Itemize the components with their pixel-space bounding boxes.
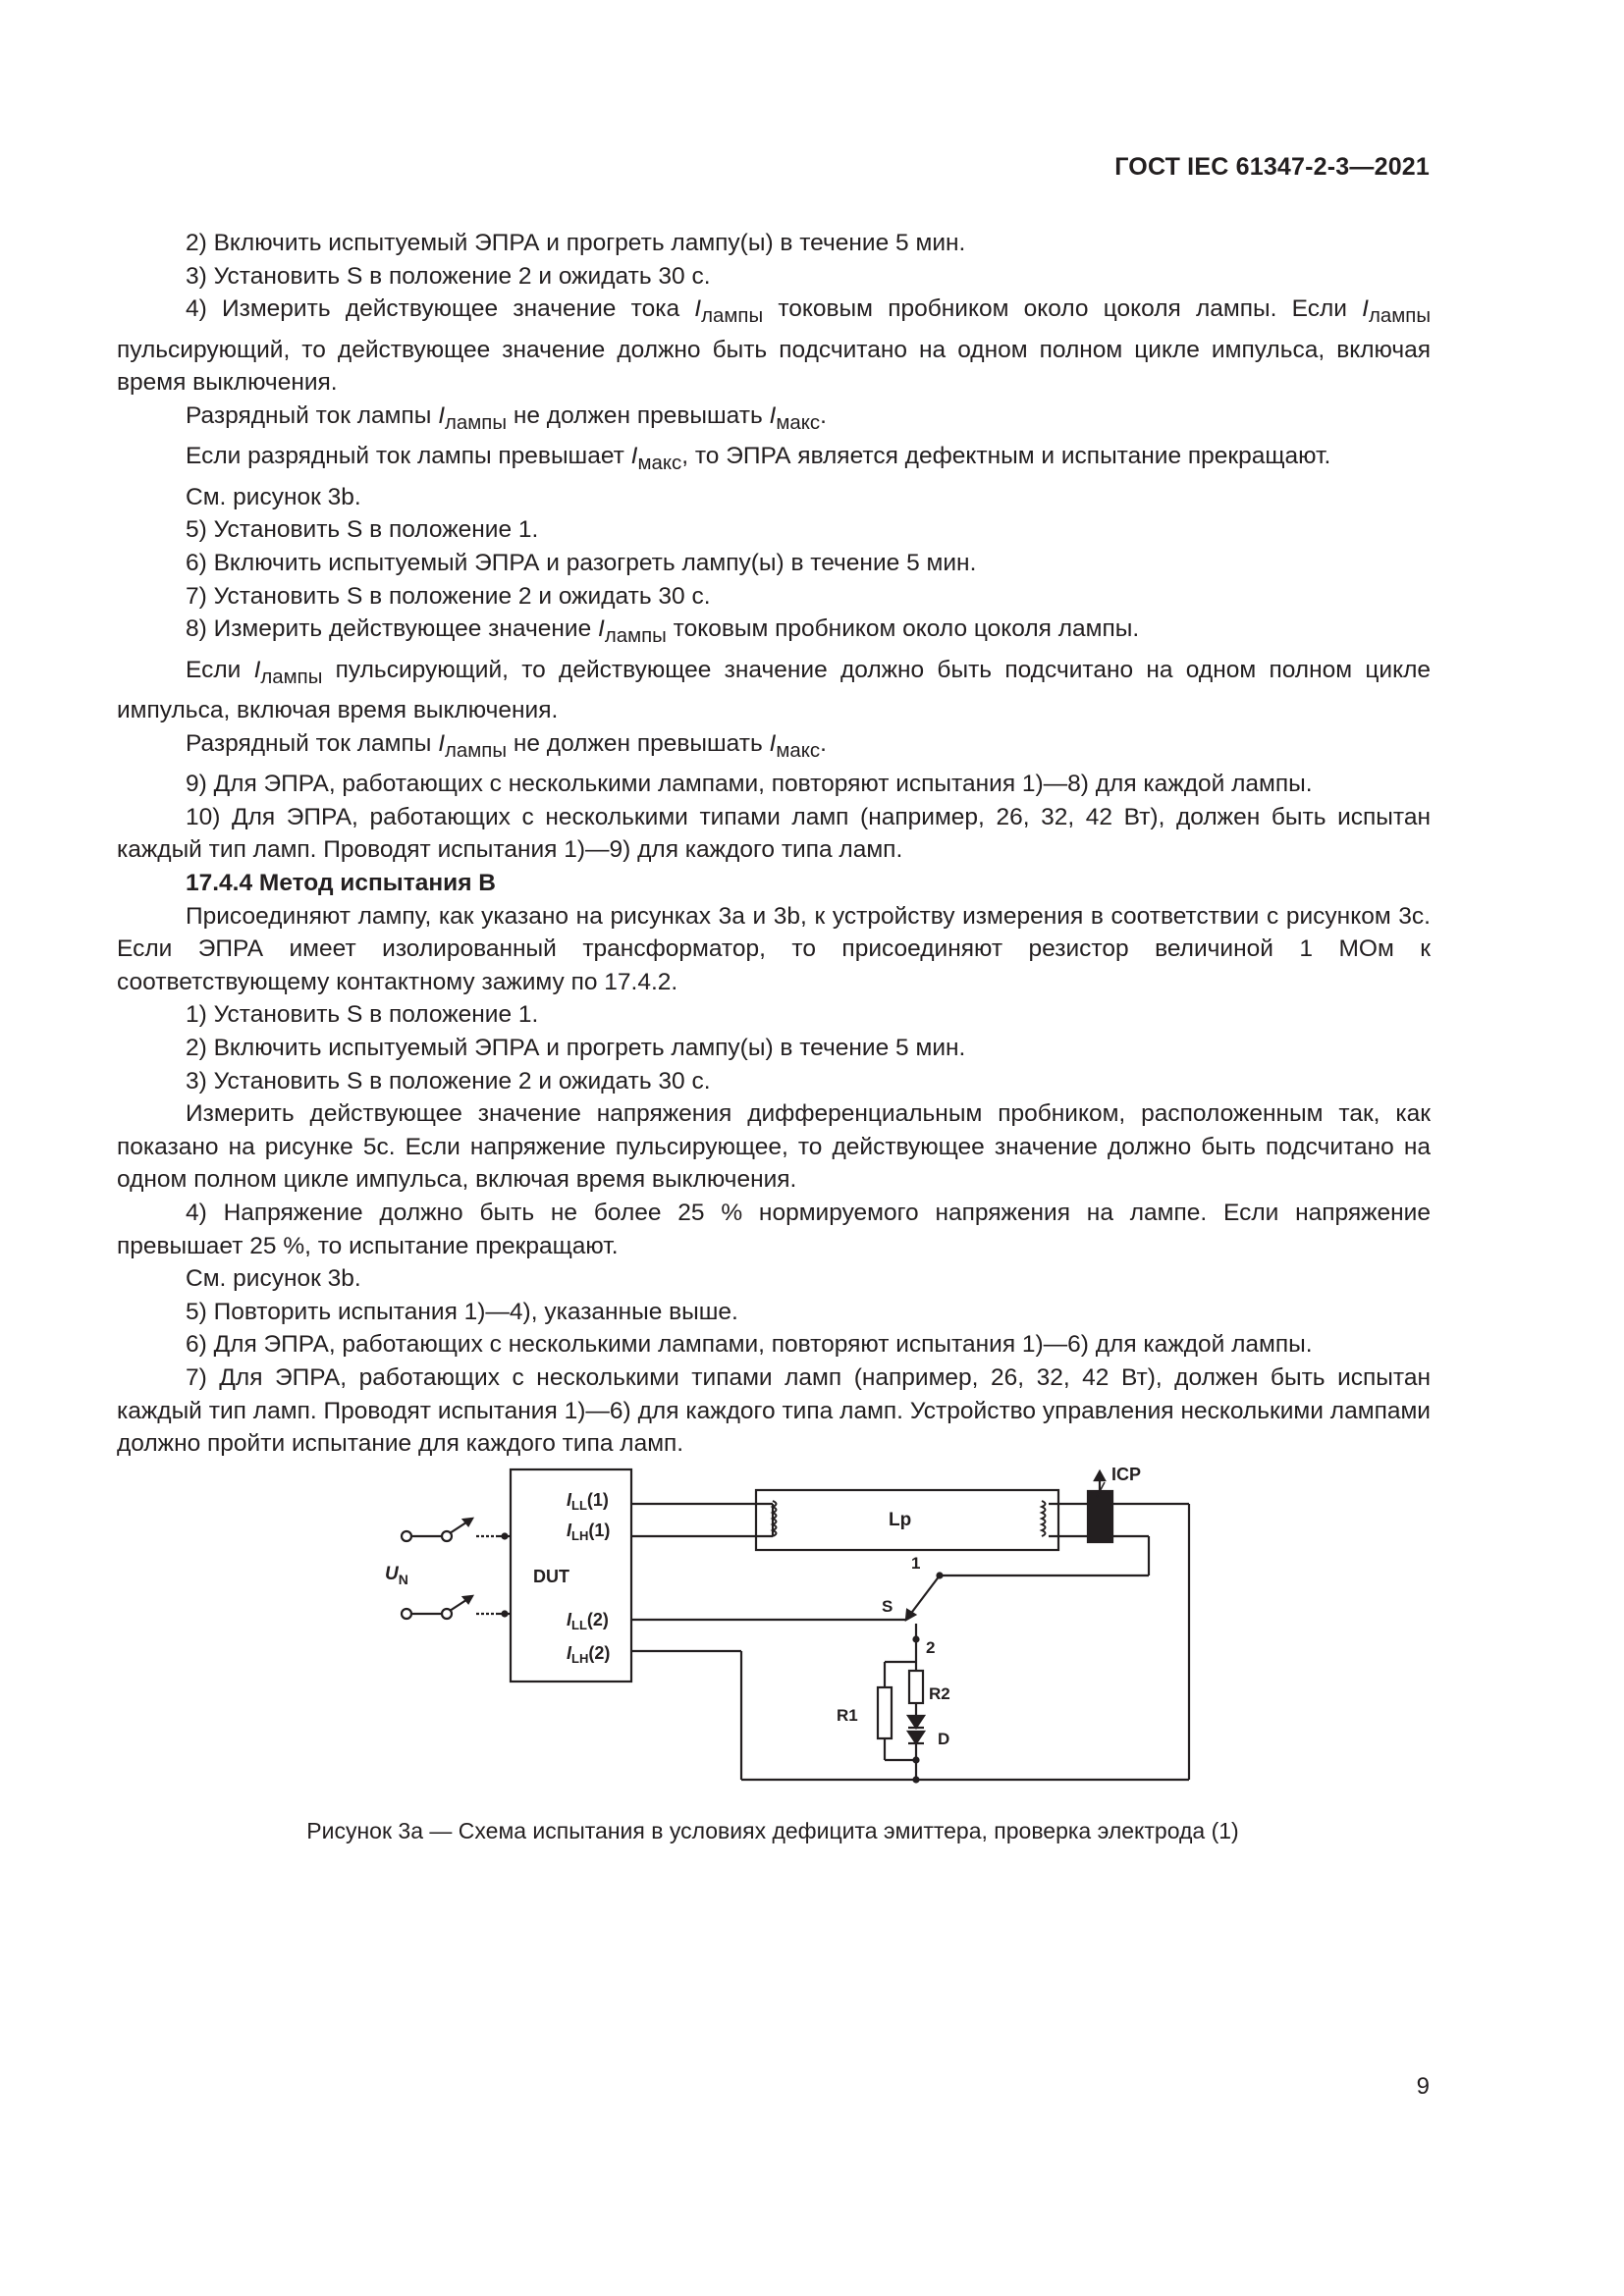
ill1-label: $I_{LL}(1)$ (567, 1490, 609, 1513)
filament-right (1042, 1501, 1046, 1536)
ilh2-label: $I_{LH}(2)$ (567, 1643, 611, 1666)
icp-probe (1088, 1491, 1112, 1542)
paragraph: 9) Для ЭПРА, работающих с несколькими лампами, повторяют испытания 1)—8) для каждой лампы. (186, 771, 1313, 798)
d-label: D (938, 1730, 950, 1748)
paragraph: 3) Установить S в положение 2 и ожидать 30 с. (186, 1067, 711, 1095)
ill2-label: $I_{LL}(2)$ (567, 1610, 609, 1632)
paragraph: 8) Измерить действующее значение $I_{лампы}$ токовым пробником около цоколя лампы. (186, 615, 1140, 648)
icp-label: ICP (1111, 1465, 1142, 1484)
lamp-label: Lp (889, 1510, 912, 1530)
circuit-diagram (373, 1463, 1198, 1787)
paragraph: 5) Установить S в положение 1. (186, 516, 539, 544)
switch-pos-1: 1 (911, 1554, 921, 1573)
r1-label: R1 (837, 1706, 858, 1725)
paragraph: Разрядный ток лампы $I_{лампы}$ не должен превышать $I_{макс}$. (186, 401, 827, 434)
paragraph: 4) Измерить действующее значение тока $I_{лампы}$ токовым пробником около цоколя лампы. Если $I_{лампы}$ пульсирующий, то действующее значение должно быть подсчитано на одном полном цикле импульса, включая время выключения. (117, 295, 1431, 397)
switch-pos-2: 2 (926, 1638, 936, 1657)
paragraph: 1) Установить S в положение 1. (186, 1001, 539, 1029)
supply-switch-bottom (402, 1596, 511, 1619)
paragraph: Если $I_{лампы}$ пульсирующий, то действующее значение должно быть подсчитано на одном полном цикле импульса, включая время выключения. (117, 656, 1431, 724)
ilh1-label: $I_{LH}(1)$ (567, 1521, 611, 1543)
paragraph: 6) Включить испытуемый ЭПРА и разогреть лампу(ы) в течение 5 мин. (186, 550, 977, 577)
paragraph: 10) Для ЭПРА, работающих с несколькими типами ламп (например, 26, 32, 42 Вт), должен быть испытан каждый тип ламп. Проводят испытания 1)—9) для каждого типа ламп. (117, 803, 1431, 864)
section-heading: 17.4.4 Метод испытания В (186, 870, 496, 897)
page-number: 9 (1416, 2073, 1430, 2100)
supply-switch-top (402, 1519, 511, 1541)
diode-d (908, 1716, 924, 1743)
un-label: $U_N$ (385, 1564, 408, 1587)
paragraph: 5) Повторить испытания 1)—4), указанные выше. (186, 1298, 738, 1325)
document-header: ГОСТ IEC 61347-2-3—2021 (1114, 153, 1430, 181)
document-body (117, 227, 1431, 1461)
resistor-r2 (909, 1671, 923, 1703)
paragraph: 4) Напряжение должно быть не более 25 % нормируемого напряжения на лампе. Если напряжение превышает 25 %, то испытание прекращают. (117, 1199, 1431, 1259)
dut-label: DUT (533, 1567, 569, 1586)
paragraph: 7) Для ЭПРА, работающих с несколькими типами ламп (например, 26, 32, 42 Вт), должен быть испытан каждый тип ламп. Проводят испытания 1)—6) для каждого типа ламп. Устройство управления несколькими лампами должно пройти испытание для каждого типа ламп. (117, 1363, 1431, 1458)
paragraph: См. рисунок 3b. (186, 1265, 361, 1293)
paragraph: 2) Включить испытуемый ЭПРА и прогреть лампу(ы) в течение 5 мин. (186, 230, 966, 256)
r2-label: R2 (929, 1684, 950, 1703)
paragraph: Если разрядный ток лампы превышает $I_{макс}$, то ЭПРА является дефектным и испытание прекращают. (186, 443, 1331, 475)
paragraph: Измерить действующее значение напряжения дифференциальным пробником, расположенным так, как показано на рисунке 5с. Если напряжение пульсирующее, то действующее значение должно быть подсчитано на одном полном цикле импульса, включая время выключения. (117, 1100, 1431, 1194)
paragraph: 6) Для ЭПРА, работающих с несколькими лампами, повторяют испытания 1)—6) для каждой лампы. (186, 1331, 1313, 1359)
paragraph: 7) Установить S в положение 2 и ожидать 30 с. (186, 582, 711, 610)
switch-label: S (882, 1597, 893, 1616)
paragraph: См. рисунок 3b. (186, 483, 361, 510)
paragraph: Разрядный ток лампы $I_{лампы}$ не должен превышать $I_{макс}$. (186, 729, 827, 762)
paragraph: 3) Установить S в положение 2 и ожидать 30 с. (186, 262, 711, 290)
paragraph: 2) Включить испытуемый ЭПРА и прогреть лампу(ы) в течение 5 мин. (186, 1035, 966, 1061)
paragraph: Присоединяют лампу, как указано на рисунках 3а и 3b, к устройству измерения в соответствии с рисунком 3с. Если ЭПРА имеет изолированный трансформатор, то присоединяют резистор величиной 1 МОм к соответствующему контактному зажиму по 17.4.2. (117, 902, 1431, 995)
figure-caption: Рисунок 3а — Схема испытания в условиях дефицита эмиттера, проверка электрода (1) (306, 1818, 1239, 1843)
resistor-r1 (878, 1687, 892, 1738)
